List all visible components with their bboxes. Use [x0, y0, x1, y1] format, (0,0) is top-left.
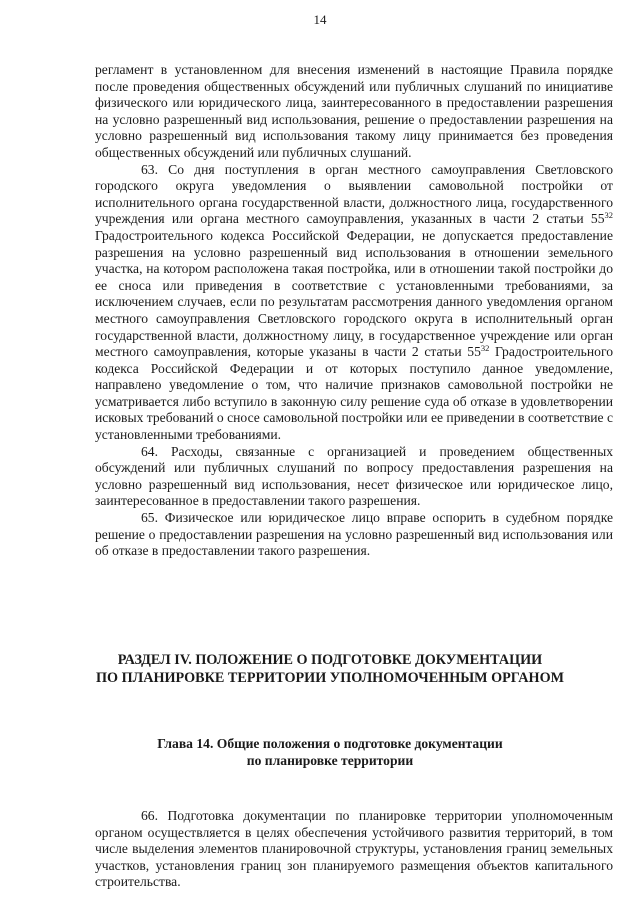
page-number: 14	[313, 12, 327, 27]
chapter-heading	[60, 736, 600, 769]
section-heading-line-1: РАЗДЕЛ IV. ПОЛОЖЕНИЕ О ПОДГОТОВКЕ ДОКУМЕНТАЦИИ	[117, 652, 543, 668]
paragraph-66: 66. Подготовка документации по планировке территории уполномоченным органом осуществляется в целях обеспечения устойчивого развития территорий, в том числе выделения элементов планировочной структуры, установления границ земельных участков, установления границ зон планируемого размещения объектов капитального строительства.	[95, 808, 613, 890]
paragraph-continuation: регламент в установленном для внесения изменений в настоящие Правила порядке после проведения общественных обсуждений или публичных слушаний по инициативе физического или юридического лица, заинтересованного в предоставлении разрешения на условно разрешенный вид использования, решение о предоставлении разрешения на условно разрешенный вид использования такому лицу принимается без проведения общественных обсуждений или публичных слушаний.	[95, 62, 613, 160]
section-heading	[40, 651, 620, 687]
document-body	[95, 62, 613, 560]
superscript-32-first: 32	[604, 210, 613, 221]
paragraph-63	[95, 162, 613, 444]
paragraph-63-part-b: Градостроительного кодекса Российской Федерации, не допускается предоставление разрешения на условно разрешенный вид использования в отношении земельного участка, на котором расположена такая постройка, или в отношении такой постройки до ее сноса или приведения в соответствие с установленными требованиями, за исключением случаев, если по результатам рассмотрения данного уведомления органом местного самоуправления Светловского городского округа в исполнительный орган государственной власти, должностному лицу, в государственное учреждение или орган местного самоуправления, которые указаны в части 2 статьи 55	[95, 227, 613, 360]
document-body-chapter-14	[95, 808, 613, 891]
paragraph-65: 65. Физическое или юридическое лицо вправе оспорить в судебном порядке решение о предоставлении разрешения на условно разрешенный вид использования или об отказе в предоставлении такого разрешения.	[95, 510, 613, 559]
paragraph-63-part-c: Градостроительного кодекса Российской Федерации и от которых поступило данное уведомление, направлено уведомление о том, что наличие признаков самовольной постройки не усматривается либо вступило в законную силу решение суда об отказе в удовлетворении исковых требований о сносе самовольной постройки или ее приведении в соответствие с установленными требованиями.	[95, 344, 613, 443]
chapter-heading-line-2: по планировке территории	[246, 752, 414, 768]
paragraph-63-part-a: 63. Со дня поступления в орган местного самоуправления Светловского городского округа уведомления о выявлении самовольной постройки от исполнительного органа государственной власти, должностного лица, государственного учреждения или органа местного самоуправления, указанных в части 2 статьи 55	[95, 161, 613, 227]
section-heading-line-2: ПО ПЛАНИРОВКЕ ТЕРРИТОРИИ УПОЛНОМОЧЕННЫМ ОРГАНОМ	[95, 670, 564, 686]
paragraph-64: 64. Расходы, связанные с организацией и проведением общественных обсуждений или публичных слушаний по вопросу предоставления разрешения на условно разрешенный вид использования, несет физическое или юридическое лицо, заинтересованное в предоставлении такого разрешения.	[95, 443, 613, 509]
superscript-32-second: 32	[480, 343, 490, 354]
chapter-heading-line-1: Глава 14. Общие положения о подготовке документации	[157, 736, 503, 751]
